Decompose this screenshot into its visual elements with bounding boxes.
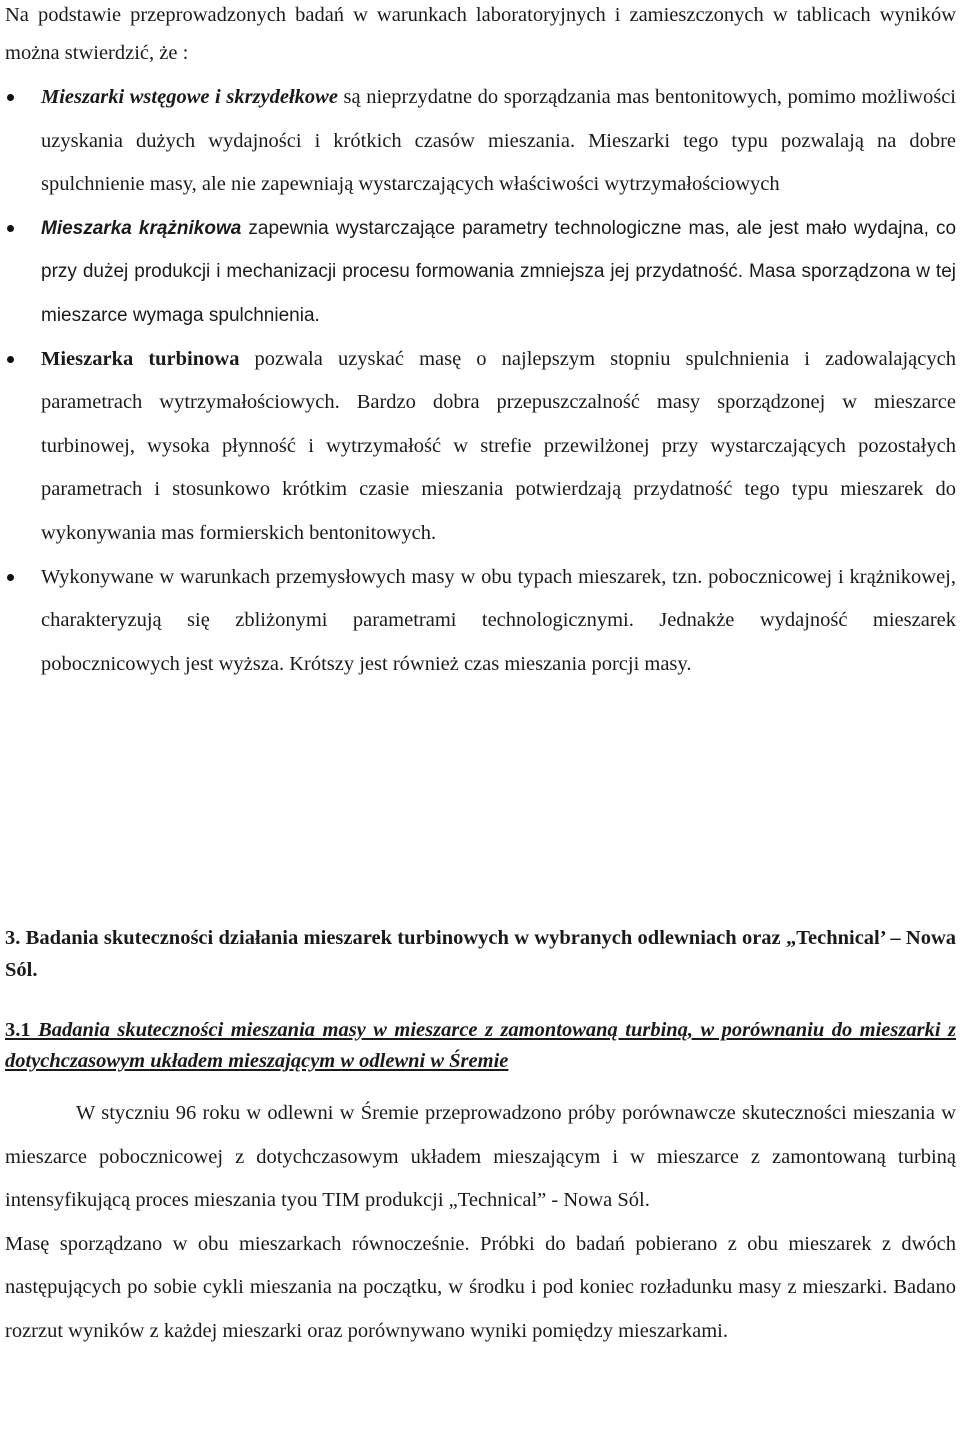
list-item-lead: Mieszarka turbinowa [41,347,240,370]
body-paragraph: W styczniu 96 roku w odlewni w Śremie przeprowadzono próby porównawcze skuteczności mieszania w mieszarce pobocznicowej z dotychczasowym układem mieszającym i w mieszarce z zamontowaną turbiną intensyfikującą proces mieszania tyou TIM produkcji „Technical” - Nowa Sól. [5,1102,956,1212]
section-body [5,1092,956,1354]
list-item-text: zapewnia wystarczające parametry technologiczne mas, ale jest mało wydajna, co przy dużej produkcji i mechanizacji procesu formowania zmniejsza jej przydatność. Masa sporządzona w tej mieszarce wymaga spulchnienia. [41,217,957,326]
list-item-text: Wykonywane w warunkach przemysłowych masy w obu typach mieszarek, tzn. pobocznicowej i krążnikowej, charakteryzują się zbliżonymi parametrami technologicznymi. Jednakże wydajność mieszarek pobocznicowych jest wyższa. Krótszy jest również czas mieszania porcji masy. [41,565,956,675]
list-item [0,76,960,207]
subsection-title: Badania skuteczności mieszania masy w mieszarce z zamontowaną turbiną, w porównaniu do mieszarki z dotychczasowym układem mieszającym w odlewni w Śremie [5,1019,956,1072]
body-paragraph: Masę sporządzano w obu mieszarkach równocześnie. Próbki do badań pobierano z obu mieszarek z dwóch następujących po sobie cykli mieszania na początku, w środku i pod koniec rozładunku masy z mieszarki. Badano rozrzut wyników z każdej mieszarki oraz porównywano wyniki pomiędzy mieszarkami. [5,1232,956,1342]
intro-paragraph: Na podstawie przeprowadzonych badań w warunkach laboratoryjnych i zamieszczonych w tablicach wyników można stwierdzić, że : [5,4,956,64]
list-item [0,338,960,556]
list-item-lead: Mieszarka krążnikowa [41,217,242,239]
subsection-heading [5,1015,956,1077]
list-item [0,207,960,338]
list-item [0,556,960,687]
conclusions-list [0,76,960,686]
list-item-lead: Mieszarki wstęgowe i skrzydełkowe [41,86,338,108]
list-item-text: pozwala uzyskać masę o najlepszym stopniu spulchnienia i zadowalających parametrach wytrzymałościowych. Bardzo dobra przepuszczalność masy sporządzonej w mieszarce turbinowej, wysoka płynność i wytrzymałość w strefie przewilżonej przy wystarczających pozostałych parametrach i stosunkowo krótkim czasie mieszania potwierdzają przydatność tego typu mieszarek do wykonywania mas formierskich bentonitowych. [41,347,956,544]
section-heading: 3. Badania skuteczności działania mieszarek turbinowych w wybranych odlewniach oraz „Technical’ – Nowa Sól. [5,927,956,981]
subsection-number: 3.1 [5,1019,31,1041]
list-item-text: są nieprzydatne do sporządzania mas bentonitowych, pomimo możliwości uzyskania dużych wydajności i krótkich czasów mieszania. Mieszarki tego typu pozwalają na dobre spulchnienie masy, ale nie zapewniają wystarczających właściwości wytrzymałościowych [41,86,956,196]
